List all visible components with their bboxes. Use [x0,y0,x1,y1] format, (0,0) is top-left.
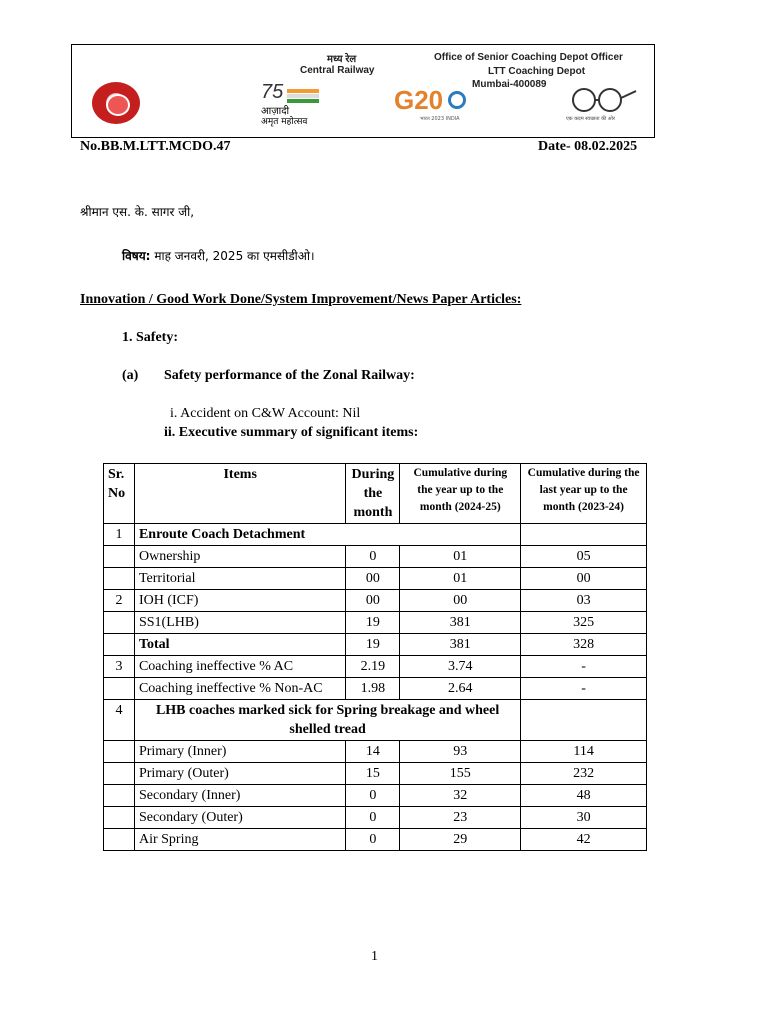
cell-during-month: 1.98 [346,678,400,700]
table-row [104,634,647,656]
cell-during-month: 0 [346,829,400,851]
cell-cumulative-current: 01 [400,568,521,590]
office-line-2: LTT Coaching Depot [488,66,586,77]
cell-cumulative-last: 05 [521,546,647,568]
cell-cumulative-last: - [521,656,647,678]
table-header-row [104,464,647,524]
swachh-bharat-logo: एक कदम स्वच्छता की ओर [564,85,640,127]
cell-cumulative-current: 381 [400,634,521,656]
cell-sr-no [104,829,135,851]
cell-cumulative-current: 00 [400,590,521,612]
table-row [104,807,647,829]
cell-during-month: 15 [346,763,400,785]
reference-number: No.BB.M.LTT.MCDO.47 [80,139,231,154]
table-row [104,612,647,634]
item-ii: ii. Executive summary of significant items: [164,425,419,440]
cell-cumulative-current: 32 [400,785,521,807]
cell-item: Coaching ineffective % AC [134,656,345,678]
office-line-1: Office of Senior Coaching Depot Officer [434,52,623,63]
table-row [104,829,647,851]
cell-during-month: 14 [346,741,400,763]
cell-sr-no: 1 [104,524,135,546]
table-body [104,524,647,851]
table-row [104,763,647,785]
cell-item: Enroute Coach Detachment [134,524,520,546]
cell-sr-no [104,785,135,807]
header-cumulative-current: Cumulative during the year up to the month (2024-25) [400,464,521,524]
table-row [104,546,647,568]
table-row [104,785,647,807]
header-cumulative-last: Cumulative during the last year up to the month (2023-24) [521,464,647,524]
azadi-ka-amrit-mahotsav-logo: 75 आज़ादी अमृत महोत्सव [257,83,327,125]
cell-during-month: 0 [346,807,400,829]
cell-sr-no [104,546,135,568]
header-items: Items [134,464,345,524]
cell-during-month: 19 [346,612,400,634]
page-number: 1 [371,949,378,964]
cell-sr-no [104,741,135,763]
cell-cumulative-last [521,700,647,741]
cell-item: LHB coaches marked sick for Spring breakage and wheel shelled tread [134,700,520,741]
cell-item: Air Spring [134,829,345,851]
cell-cumulative-last: 03 [521,590,647,612]
table-row [104,656,647,678]
cell-sr-no [104,612,135,634]
table-row [104,568,647,590]
cell-cumulative-last: 00 [521,568,647,590]
cell-cumulative-current: 01 [400,546,521,568]
cell-sr-no [104,568,135,590]
subject-line [122,247,315,264]
central-railway-logo [92,82,140,124]
glasses-icon [564,85,640,115]
cell-sr-no [104,763,135,785]
cell-during-month: 0 [346,546,400,568]
salutation: श्रीमान एस. के. सागर जी, [80,205,195,219]
cell-during-month: 19 [346,634,400,656]
cell-item: Ownership [134,546,345,568]
cell-sr-no: 3 [104,656,135,678]
cell-sr-no: 2 [104,590,135,612]
item-i: i. Accident on C&W Account: Nil [170,406,361,421]
cell-cumulative-last: - [521,678,647,700]
cell-cumulative-last: 325 [521,612,647,634]
cell-item: IOH (ICF) [134,590,345,612]
cell-item: Coaching ineffective % Non-AC [134,678,345,700]
header-sr-no: Sr. No [104,464,135,524]
sub-a-text: Safety performance of the Zonal Railway: [164,368,415,383]
cell-during-month: 00 [346,590,400,612]
cell-cumulative-current: 23 [400,807,521,829]
cell-cumulative-last [521,524,647,546]
cell-cumulative-current: 29 [400,829,521,851]
g20-logo: G20 भारत 2023 INDIA [394,85,474,125]
office-line-3: Mumbai-400089 [472,79,547,90]
subject-text: माह जनवरी, 2025 का एमसीडीओ। [154,249,315,263]
table-row [104,590,647,612]
cell-sr-no [104,678,135,700]
letter-date: Date- 08.02.2025 [538,139,638,154]
cell-during-month: 2.19 [346,656,400,678]
cell-cumulative-last: 114 [521,741,647,763]
executive-summary-table [103,463,647,851]
cell-item: Primary (Inner) [134,741,345,763]
railway-name-english: Central Railway [300,65,375,76]
cell-item: Total [134,634,345,656]
section-safety: 1. Safety: [122,330,178,345]
table-row [104,524,647,546]
cell-cumulative-current: 3.74 [400,656,521,678]
cell-item: SS1(LHB) [134,612,345,634]
cell-cumulative-last: 328 [521,634,647,656]
sub-a-label: (a) [122,368,139,383]
subject-label: विषय: [122,249,151,263]
cell-sr-no [104,634,135,656]
table-row [104,700,647,741]
cell-item: Territorial [134,568,345,590]
cell-cumulative-current: 2.64 [400,678,521,700]
cell-item: Secondary (Inner) [134,785,345,807]
cell-during-month: 00 [346,568,400,590]
letterhead [71,44,655,138]
cell-cumulative-current: 93 [400,741,521,763]
cell-item: Primary (Outer) [134,763,345,785]
railway-name-hindi: मध्य रेल [327,54,357,65]
cell-sr-no: 4 [104,700,135,741]
section-heading: Innovation / Good Work Done/System Improvement/News Paper Articles: [80,292,522,307]
cell-cumulative-current: 155 [400,763,521,785]
cell-item: Secondary (Outer) [134,807,345,829]
cell-cumulative-last: 48 [521,785,647,807]
cell-cumulative-last: 42 [521,829,647,851]
cell-during-month: 0 [346,785,400,807]
table-row [104,678,647,700]
table-row [104,741,647,763]
cell-cumulative-current: 381 [400,612,521,634]
cell-cumulative-last: 30 [521,807,647,829]
cell-sr-no [104,807,135,829]
cell-cumulative-last: 232 [521,763,647,785]
header-during-month: During the month [346,464,400,524]
